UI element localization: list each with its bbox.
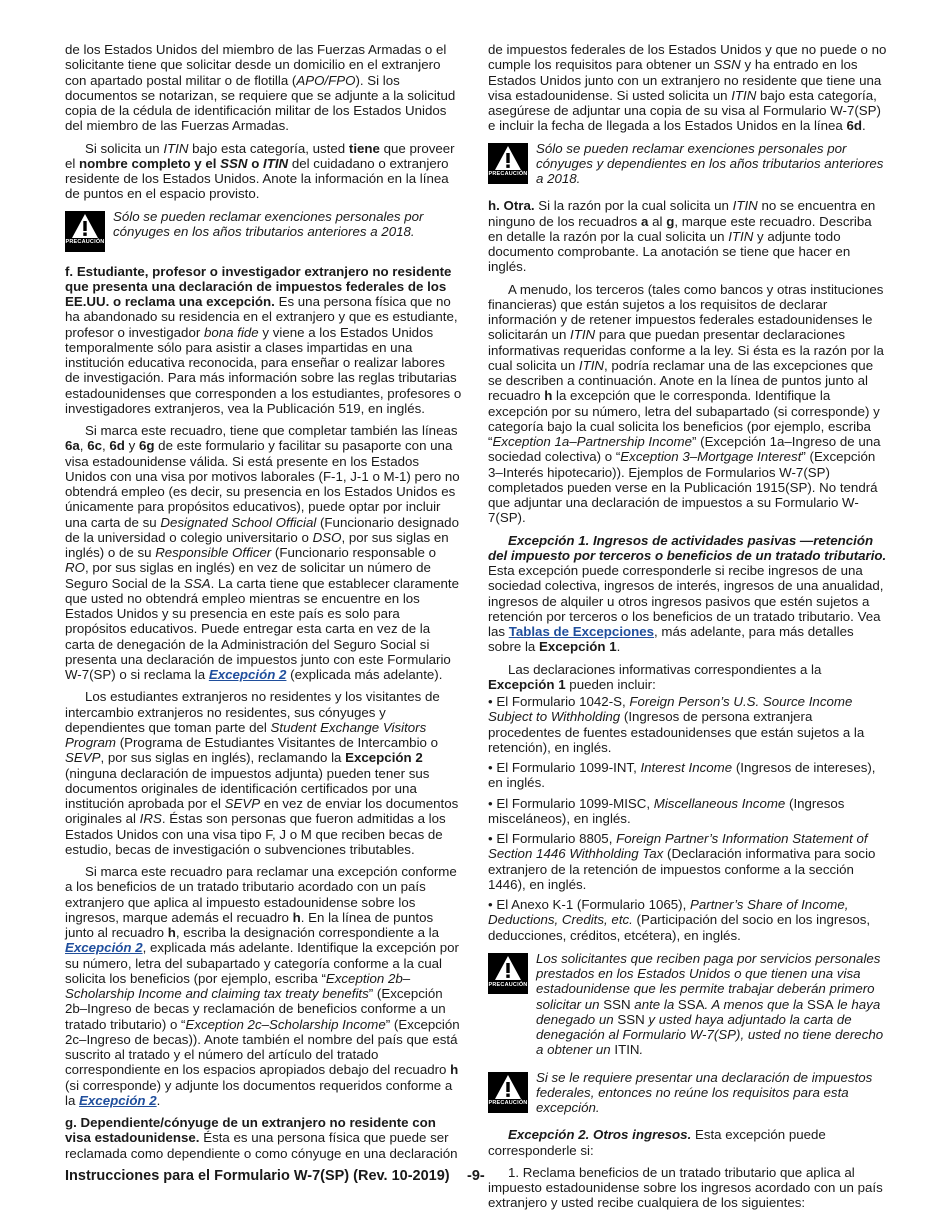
paragraph: Si marca este recuadro, tiene que completar también las líneas 6a, 6c, 6d y 6g de este formulario y facilitar su pasaporte con una visa estadounidense válida. Si está presente en los Estados Unidos con una visa por motivos laborales (F-1, J-1 o M-1) pero no obtendrá empleo (es decir, su presencia en los Estados Unidos es únicamente para propósitos educativos), puede optar por incluir una carta de su Designated School Official (Funcionario designado de la universidad o colegio universitario o DSO, por sus siglas en inglés) o de su Responsible Officer (Funcionario responsable o RO, por sus siglas en inglés) en vez de solicitar un número de Seguro Social de la SSA. La carta tiene que establecer claramente que usted no obtendrá empleo mientras se encuentre en los Estados Unidos y su presencia en este país es solo para propósitos educativos. Puede entregar esta carta en vez de la carta de denegación de la Administración del Seguro Social si presenta una declaración de impuestos junto con este Formulario W-7(SP) o si reclama la Excepción 2 (explicada más adelante). [65,423,460,682]
tablas-de-excepciones-link[interactable]: Tablas de Excepciones [508,624,655,639]
caution-icon: PRECAUCIÓN [65,211,105,252]
paragraph: de los Estados Unidos del miembro de las Fuerzas Armadas o el solicitante tiene que solicitar desde un domicilio en el extranjero con apartado postal militar o de flotilla (APO/FPO). Si los documentos se notarizan, se requiere que se adjunte a la solicitud copia de la cédula de identificación militar de los Estados Unidos del miembro de las Fuerzas Armadas. [65,42,456,134]
excepcion-2-link[interactable]: Excepción 2 [208,667,287,682]
paragraph: Si solicita un ITIN bajo esta categoría, usted tiene que proveer el nombre completo y el SSN o ITIN del cuidadano o extranjero residente de los Estados Unidos. Anote la información en la línea de puntos en el espacio provisto. [65,140,455,202]
caution-note: PRECAUCIÓN Sólo se pueden reclamar exenciones personales por cónyuges en los años tributarios anteriores a 2018. [65,209,462,252]
excepcion-2-link[interactable]: Excepción 2 [79,1092,157,1108]
caution-icon: PRECAUCIÓN [488,1072,528,1113]
list-item: • El Anexo K-1 (Formulario 1065), Partner’s Share of Income, Deductions, Credits, etc. (Participación del socio en los ingresos, deducciones, créditos, etcétera), en inglés. [488,897,871,943]
paragraph: 1. Reclama beneficios de un tratado tributario que aplica al impuesto estadounidense sobre los ingresos acordado con un país extranjero y usted recibe cualquiera de los siguientes: [488,1164,883,1211]
paragraph: g. Dependiente/cónyuge de un extranjero no residente con visa estadounidense. Ésta es una persona física que puede ser reclamada como dependiente o como cónyuge en una declaración [65,1115,458,1161]
paragraph: h. Otra. Si la razón por la cual solicita un ITIN no se encuentra en ninguno de los recuadros a al g, marque este recuadro. Describa en detalle la razón por la cual solicita un ITIN y adjunte todo documento comprobante. La anotación se tiene que hacer en inglés. [488,198,876,275]
left-column [65,42,462,1168]
list-item: • El Formulario 1099-INT, Interest Income (Ingresos de intereses), en inglés. [488,760,876,791]
right-column [488,42,888,1218]
paragraph: Los estudiantes extranjeros no residentes y los visitantes de intercambio extranjeros no residentes, sus cónyuges y dependientes que toman parte del Student Exchange Visitors Program (Programa de Estudiantes Visitantes de Intercambio o SEVP, por sus siglas en inglés), reclamando la Excepción 2 (ninguna declaración de impuestos adjunta) pueden tener sus documentos originales de identificación certificados por una institución aprobada por el SEVP en vez de enviar los documentos originales al IRS. Éstas son personas que fueron admitidas a los Estados Unidos con una visa tipo F, J o M que reciben becas de estudio, becas de investigación o subvenciones tributables. [65,689,459,857]
footer-title: Instrucciones para el Formulario W-7(SP) (Rev. 10-2019) [65,1168,450,1184]
list-item: • El Formulario 8805, Foreign Partner’s Information Statement of Section 1446 Withholding Tax (Declaración informativa para socio extranjero de la retención de impuestos conforme a la sección 1446), en inglés. [488,831,876,892]
caution-note: PRECAUCIÓN Sólo se pueden reclamar exenciones personales por cónyuges y dependientes en los años tributarios anteriores a 2018. [488,140,884,186]
list-item: • El Formulario 1042-S, Foreign Person’s U.S. Source Income Subject to Withholding (Ingresos de persona extranjera procedentes de fuentes estadounidenses que están sujetos a la retención), en inglés. [488,694,865,755]
paragraph: Las declaraciones informativas correspondientes a la Excepción 1 pueden incluir: [488,661,822,692]
paragraph: f. Estudiante, profesor o investigador extranjero no residente que presenta una declaración de impuestos federales de los EE.UU. o reclama una excepción. Es una persona física que no ha abandonado su residencia en el extranjero y que es estudiante, profesor o investigador bona fide y viene a los Estados Unidos temporalmente sólo para asistir a clases impartidas en una institución educativa reconocida, para enseñar o realizar labores de investigación. Para más información sobre las reglas tributarias estadounidenses que corresponden a los estudiantes, profesores o investigadores extranjeros, vea la Publicación 519, en inglés. [65,263,462,416]
caution-note: PRECAUCIÓN Si se le requiere presentar una declaración de impuestos federales, entonces no reúne los requisitos para esta excepción. [488,1069,873,1115]
page-number: -9- [467,1168,485,1184]
excepcion-2-link[interactable]: Excepción 2 [65,940,143,956]
paragraph: Excepción 1. Ingresos de actividades pasivas —retención del impuesto por terceros o beneficios de un tratado tributario. Esta excepción puede corresponderle si recibe ingresos de una sociedad colectiva, ingresos de interés, ingresos de una anualidad, ingresos de alquiler u otros ingresos pasivos que estén sujetos a retención por terceros o los beneficios de un tratado tributario. Vea las Tablas de Excepciones, más adelante, para más detalles sobre la Excepción 1. [488,532,887,655]
caution-icon: PRECAUCIÓN [488,143,528,184]
caution-note: PRECAUCIÓN Los solicitantes que reciben paga por servicios personales prestados en los Estados Unidos o que tienen una visa estadounidense que les permite trabajar deberán primero solicitar un SSN ante la SSA. A menos que la SSA le haya denegado un SSN y usted haya adjuntado la carta de denegación al Formulario W-7(SP), usted no tiene derecho a obtener un ITIN. [488,950,884,1058]
list-item: • El Formulario 1099-MISC, Miscellaneous Income (Ingresos misceláneos), en inglés. [488,795,845,826]
paragraph: Excepción 2. Otros ingresos. Esta excepción puede corresponderle si: [488,1127,826,1158]
paragraph: A menudo, los terceros (tales como bancos y otras instituciones financieras) que están sujetos a los requisitos de declarar información y de retener impuestos federales estadounidenses le solicitarán un ITIN para que puedan presentar declaraciones informativas requeridas conforme a la ley. Si ésta es la razón por la cual solicita un ITIN, podría reclamar una de las excepciones que se describen a continuación. Anote en la línea de puntos junto al recuadro h la excepción que le corresponda. Identifique la excepción por su número, letra del subapartado (si corresponde) y categoría bajo la cual solicita los beneficios (por ejemplo, escriba “Exception 1a–Partnership Income” (Excepción 1a–Ingreso de una sociedad colectiva) o “Exception 3–Mortgage Interest” (Excepción 3–Interés hipotecario)). Ejemplos de Formularios W-7(SP) completados pueden verse en la Publicación 1915(SP). No tendrá que adjuntar una declaración de impuestos a su Formulario W-7(SP). [488,281,884,526]
paragraph: de impuestos federales de los Estados Unidos y que no puede o no cumple los requisitos para obtener un SSN y ha entrado en los Estados Unidos junto con un extranjero no residente que tiene una visa estadounidense. Si usted solicita un ITIN bajo esta categoría, asegúrese de adjuntar una copia de su visa al Formulario W-7(SP) e incluir la fecha de llegada a los Estados Unidos en la línea 6d. [488,42,887,134]
paragraph: Si marca este recuadro para reclamar una excepción conforme a los beneficios de un tratado tributario acordado con un país extranjero que aplica al impuesto estadounidense sobre los ingresos, marque además el recuadro h. En la línea de puntos junto al recuadro h, escriba la designación correspondiente a la Excepción 2, explicada más adelante. Identifique la excepción por su número, letra del subapartado y categoría conforme a la cual solicita los beneficios (por ejemplo, escriba “Exception 2b–Scholarship Income and claiming tax treaty benefits” (Excepción 2b–Ingreso de becas y reclamación de beneficios conforme a un tratado tributario) o “Exception 2c–Scholarship Income” (Excepción 2c–Ingreso de becas)). Anote también el nombre del país que está suscrito al tratado y el número del artículo del tratado correspondiente en los espacios apropiados debajo del recuadro h (si corresponde) y adjunte los documentos requeridos conforme a la Excepción 2. [65,864,460,1108]
caution-icon: PRECAUCIÓN [488,953,528,994]
